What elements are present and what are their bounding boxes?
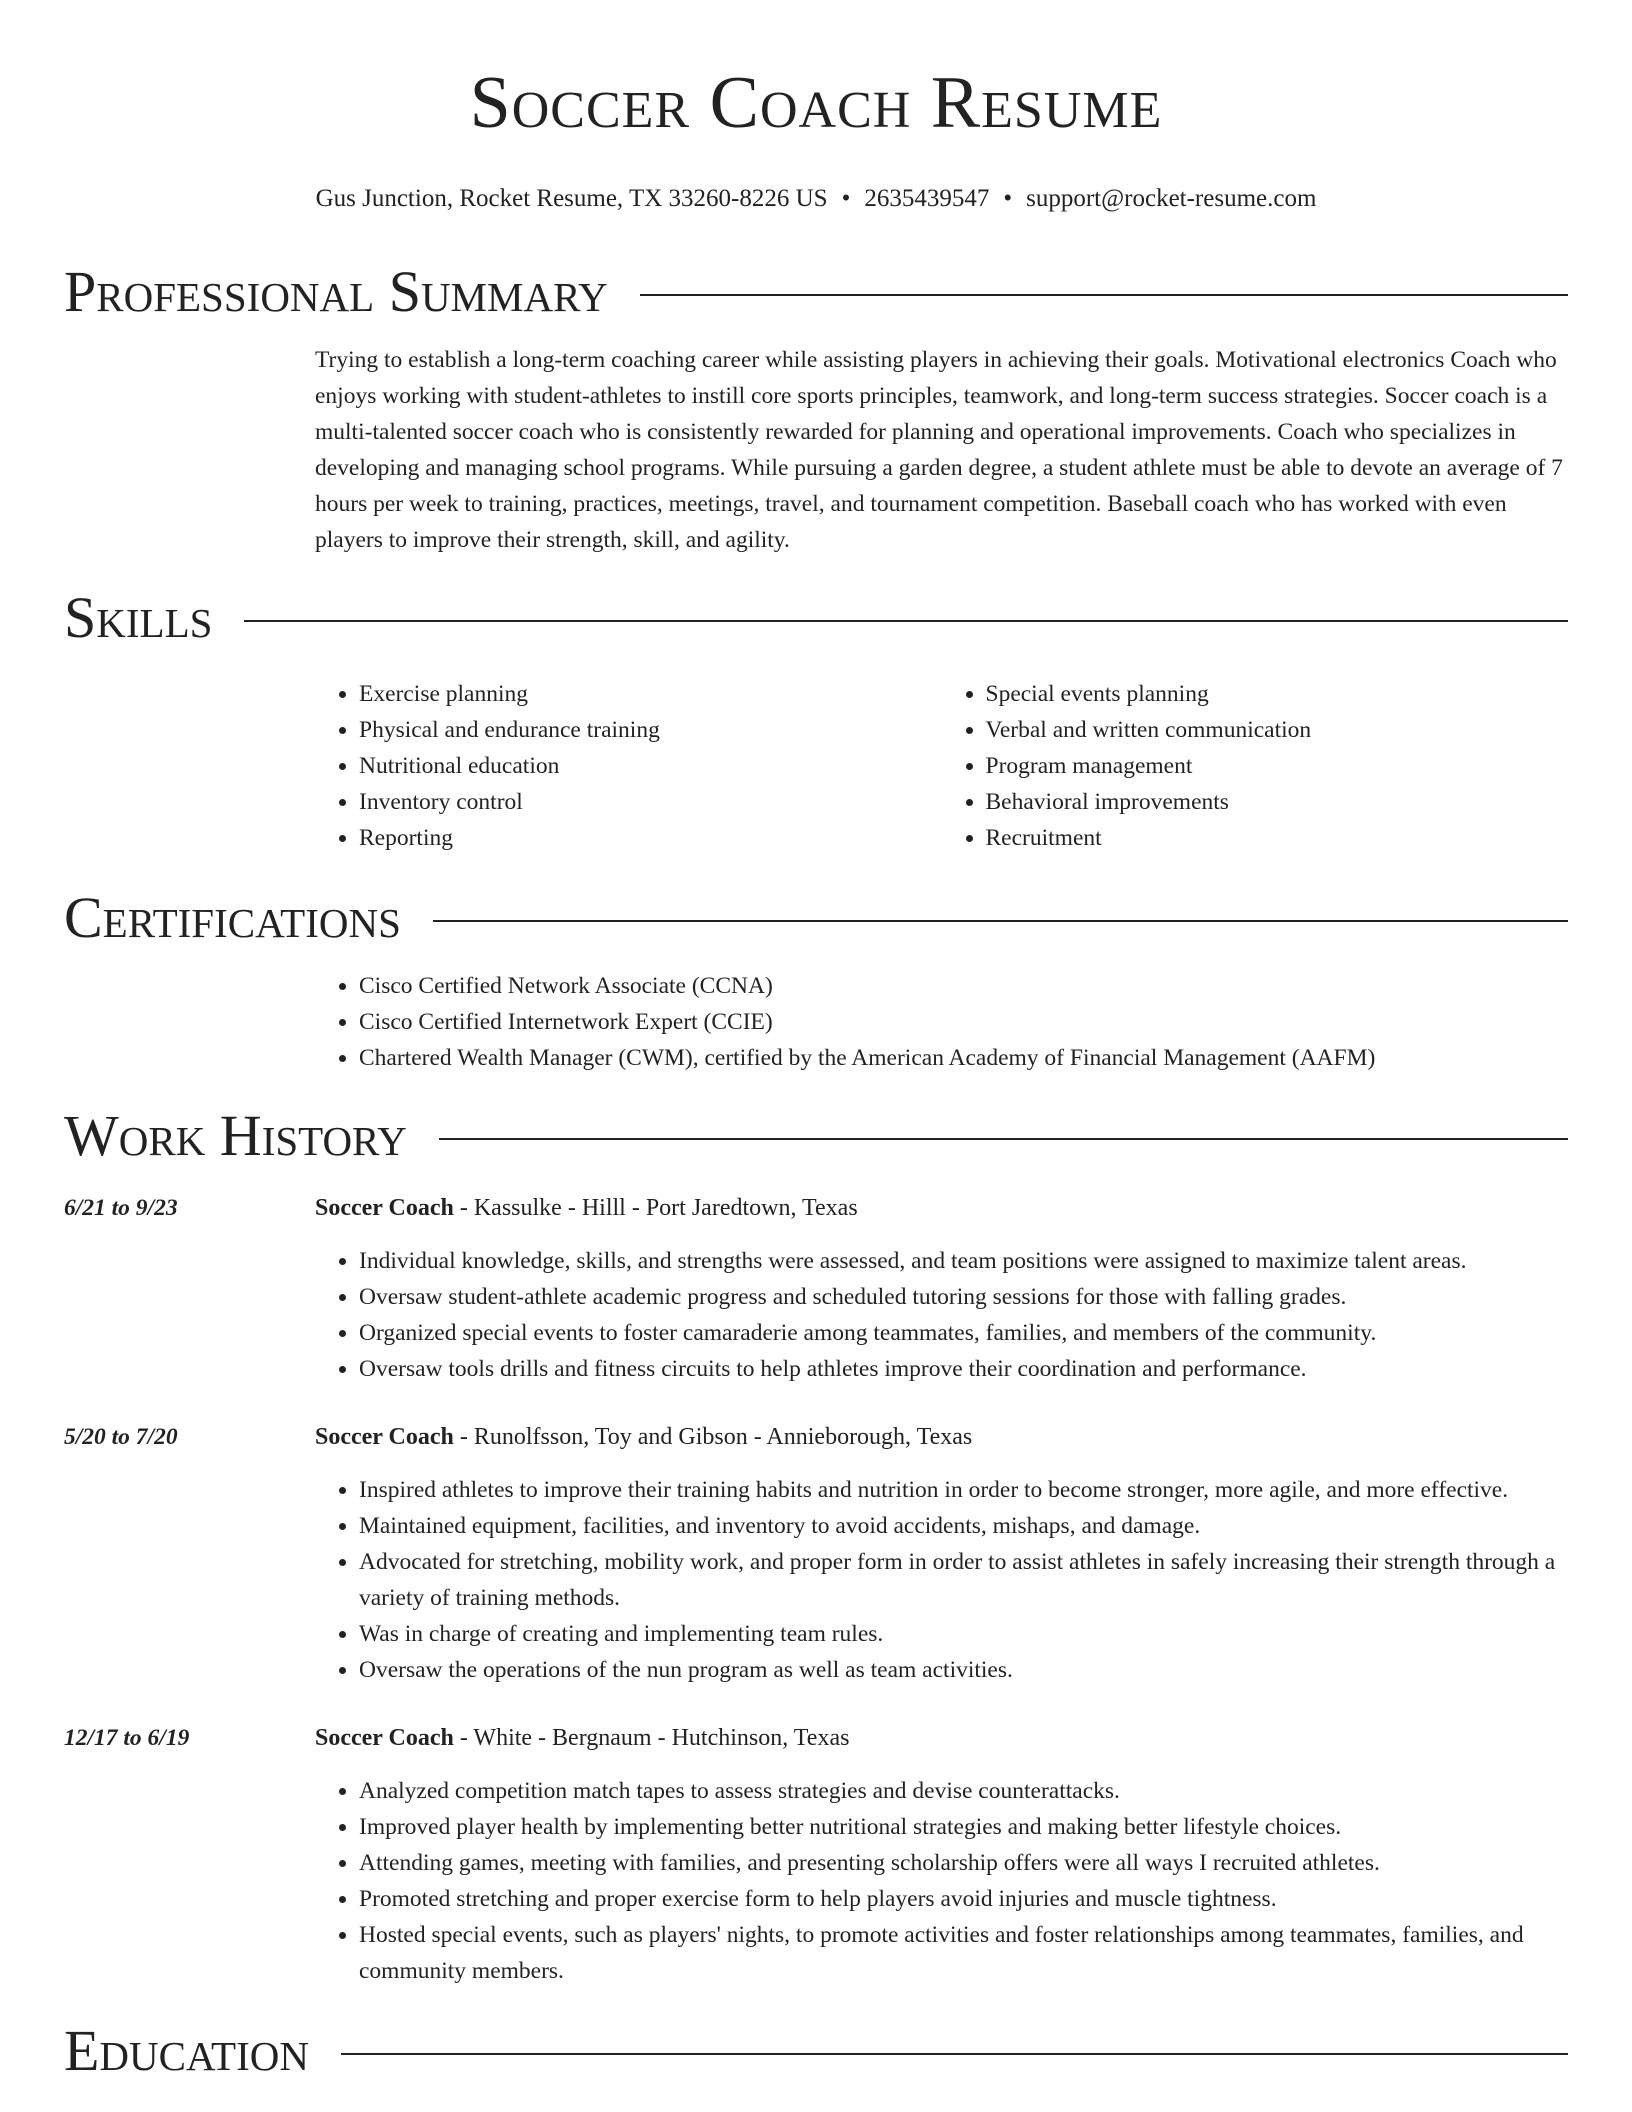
- job-entry: [64, 1720, 1568, 1989]
- job-duties-list: [315, 1472, 1568, 1688]
- job-heading: [315, 1190, 1568, 1226]
- job-dates: 5/20 to 7/20: [64, 1424, 178, 1450]
- section-divider: [244, 620, 1568, 622]
- skills-content: [315, 676, 1568, 856]
- job-employer: - White - Bergnaum - Hutchinson, Texas: [453, 1725, 850, 1751]
- work-history-section-header: [64, 1104, 1568, 1168]
- skills-list-left: [315, 676, 942, 856]
- job-duties-list: [315, 1243, 1568, 1387]
- job-duty: • Inspired athletes to improve their training habits and nutrition in order to become stronger, more agile, and more effective.: [359, 1472, 1568, 1508]
- contact-email[interactable]: support@rocket-resume.com: [1026, 185, 1317, 212]
- job-entry: [64, 1190, 1568, 1387]
- summary-text: Trying to establish a long-term coaching career while assisting players in achieving their goals. Motivational electronics Coach who enjoys working with student-athletes to instill core sports principles, teamwork, and long-term success strategies. Soccer coach is a multi-talented soccer coach who is consistently rewarded for planning and operational improvements. Coach who specializes in developing and managing school programs. While pursuing a garden degree, a student athlete must be able to devote an average of 7 hours per week to training, practices, meetings, travel, and tournament competition. Baseball coach who has worked with even players to improve their strength, skill, and agility.: [315, 347, 1563, 553]
- job-duty: • Maintained equipment, facilities, and inventory to avoid accidents, mishaps, and damage.: [359, 1508, 1568, 1544]
- job-title: Soccer Coach: [315, 1725, 454, 1751]
- job-title: Soccer Coach: [315, 1195, 454, 1221]
- skills-list-right: [942, 676, 1569, 856]
- contact-address: Gus Junction, Rocket Resume, TX 33260-8226 US: [315, 185, 828, 212]
- summary-section-header: [64, 260, 1568, 324]
- job-heading: [315, 1720, 1568, 1756]
- skill-item: • Exercise planning: [359, 676, 942, 712]
- certifications-heading: Certifications: [64, 885, 401, 950]
- certifications-list: [315, 968, 1568, 1076]
- job-duty: • Advocated for stretching, mobility work, and proper form in order to assist athletes in safely increasing their strength through a variety of training methods.: [359, 1544, 1568, 1616]
- job-duty: • Organized special events to foster camaraderie among teammates, families, and members of the community.: [359, 1315, 1568, 1351]
- job-duty: • Attending games, meeting with families, and presenting scholarship offers were all ways I recruited athletes.: [359, 1845, 1568, 1881]
- job-duty: • Oversaw student-athlete academic progress and scheduled tutoring sessions for those with falling grades.: [359, 1279, 1568, 1315]
- contact-separator: •: [841, 185, 851, 212]
- section-divider: [439, 1138, 1568, 1140]
- job-duty: • Was in charge of creating and implementing team rules.: [359, 1616, 1568, 1652]
- job-duties-list: [315, 1773, 1568, 1989]
- job-body: [315, 1419, 1568, 1688]
- job-dates: 12/17 to 6/19: [64, 1725, 190, 1751]
- job-entry: [64, 1419, 1568, 1688]
- job-body: [315, 1190, 1568, 1387]
- skill-item: • Reporting: [359, 820, 942, 856]
- certifications-content: [315, 968, 1568, 1076]
- summary-content: [315, 342, 1568, 558]
- skill-item: • Recruitment: [986, 820, 1569, 856]
- job-duty: • Oversaw tools drills and fitness circuits to help athletes improve their coordination and performance.: [359, 1351, 1568, 1387]
- job-duty: • Promoted stretching and proper exercise form to help players avoid injuries and muscle tightness.: [359, 1881, 1568, 1917]
- skill-item: • Behavioral improvements: [986, 784, 1569, 820]
- job-duty: • Analyzed competition match tapes to assess strategies and devise counterattacks.: [359, 1773, 1568, 1809]
- job-duty: • Individual knowledge, skills, and strengths were assessed, and team positions were assigned to maximize talent areas.: [359, 1243, 1568, 1279]
- section-divider: [433, 920, 1568, 922]
- skill-item: • Program management: [986, 748, 1569, 784]
- certification-item: • Chartered Wealth Manager (CWM), certified by the American Academy of Financial Management (AAFM): [359, 1040, 1568, 1076]
- job-duty: • Oversaw the operations of the nun program as well as team activities.: [359, 1652, 1568, 1688]
- job-employer: - Kassulke - Hilll - Port Jaredtown, Texas: [453, 1195, 858, 1221]
- page-title: Soccer Coach Resume: [469, 62, 1163, 144]
- skill-item: • Physical and endurance training: [359, 712, 942, 748]
- skill-item: • Special events planning: [986, 676, 1569, 712]
- job-heading: [315, 1419, 1568, 1455]
- job-duty: • Improved player health by implementing better nutritional strategies and making better lifestyle choices.: [359, 1809, 1568, 1845]
- section-divider: [341, 2053, 1568, 2055]
- skills-heading: Skills: [64, 585, 213, 650]
- job-title: Soccer Coach: [315, 1424, 454, 1450]
- certification-item: • Cisco Certified Internetwork Expert (CCIE): [359, 1004, 1568, 1040]
- job-employer: - Runolfsson, Toy and Gibson - Annieborough, Texas: [453, 1424, 973, 1450]
- job-dates: 6/21 to 9/23: [64, 1195, 178, 1221]
- contact-separator: •: [1003, 185, 1013, 212]
- certifications-section-header: [64, 886, 1568, 950]
- contact-phone: 2635439547: [864, 185, 990, 212]
- job-duty: • Hosted special events, such as players' nights, to promote activities and foster relationships among teammates, families, and community members.: [359, 1917, 1568, 1989]
- skill-item: • Inventory control: [359, 784, 942, 820]
- skills-section-header: [64, 586, 1568, 650]
- summary-heading: Professional Summary: [64, 259, 608, 324]
- education-section-header: [64, 2019, 1568, 2083]
- certification-item: • Cisco Certified Network Associate (CCNA): [359, 968, 1568, 1004]
- skill-item: • Nutritional education: [359, 748, 942, 784]
- skill-item: • Verbal and written communication: [986, 712, 1569, 748]
- section-divider: [640, 294, 1568, 296]
- education-heading: Education: [64, 2018, 309, 2083]
- contact-line: [0, 184, 1632, 214]
- work-history-heading: Work History: [64, 1103, 407, 1168]
- job-body: [315, 1720, 1568, 1989]
